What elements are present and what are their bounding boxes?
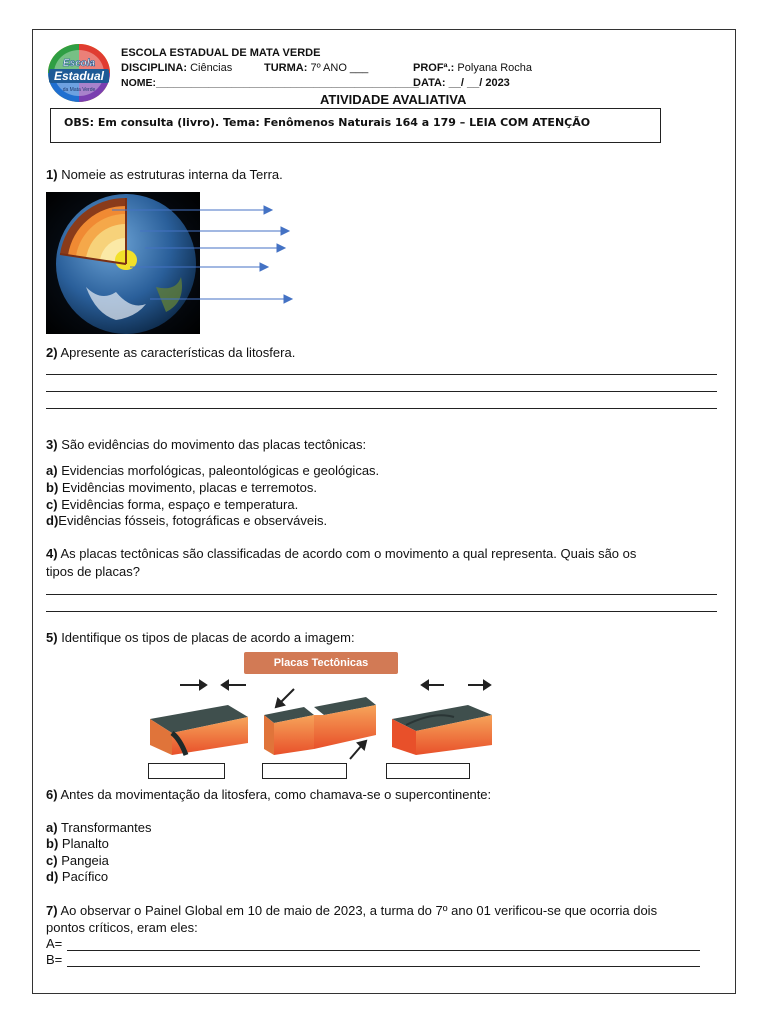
nome-field[interactable]: NOME:_____________________________________________ [121,77,419,89]
answer-line[interactable] [46,408,717,409]
q3-option-d[interactable] [46,513,327,528]
option-text: Evidências movimento, placas e terremotos. [61,480,317,495]
question-4-line2: tipos de placas? [46,564,140,579]
answer-line[interactable] [46,594,717,595]
answer-line[interactable] [46,374,717,375]
question-text: As placas tectônicas são classificadas de acordo com o movimento a qual representa. Quais são os [60,546,637,561]
turma-label: TURMA: [264,62,308,74]
prof-value: Polyana Rocha [457,62,533,74]
q3-option-c[interactable] [46,497,298,512]
question-6 [46,787,491,802]
logo-line3: da Mata Verde [62,87,96,93]
q6-option-c[interactable] [46,853,109,868]
question-number: 5) [46,630,58,645]
answer-a-label: A= [46,936,63,951]
logo-line1: Escola [62,58,96,69]
answer-line-b[interactable] [67,966,700,967]
answer-line-a[interactable] [67,950,700,951]
question-number: 2) [46,345,58,360]
option-text: Evidências fósseis, fotográficas e observáveis. [58,513,328,528]
question-number: 7) [46,903,58,918]
answer-line[interactable] [46,611,717,612]
logo-line2: Estadual [53,69,105,83]
plates-banner: Placas Tectônicas [244,652,398,674]
plate-convergent [150,697,248,755]
plate-answer-box-2[interactable] [262,763,347,779]
question-number: 1) [46,167,58,182]
option-letter: b) [46,836,59,851]
question-4 [46,546,636,561]
question-3 [46,437,366,452]
turma-value: 7º ANO ___ [310,62,369,74]
question-number: 6) [46,787,58,802]
question-number: 3) [46,437,58,452]
answer-line[interactable] [46,391,717,392]
page-title: ATIVIDADE AVALIATIVA [320,92,467,107]
option-text: Evidências forma, espaço e temperatura. [61,497,299,512]
option-text: Transformantes [60,820,152,835]
question-text: Antes da movimentação da litosfera, como chamava-se o supercontinente: [60,787,492,802]
question-text: Identifique os tipos de placas de acordo a imagem: [61,630,355,645]
disciplina-label: DISCIPLINA: [121,62,187,74]
plate-divergent [392,705,492,755]
question-5 [46,630,355,645]
q6-option-a[interactable] [46,820,152,835]
q3-option-b[interactable] [46,480,317,495]
option-letter: a) [46,820,58,835]
school-logo [46,42,112,104]
answer-b-label: B= [46,952,63,967]
option-letter: c) [46,853,58,868]
q6-option-b[interactable] [46,836,109,851]
school-logo-graphic [46,42,112,104]
school-name: ESCOLA ESTADUAL DE MATA VERDE [121,47,321,59]
option-letter: d) [46,513,59,528]
turma-field [264,62,368,74]
option-text: Planalto [61,836,109,851]
obs-text: OBS: Em consulta (livro). Tema: Fenômenos Naturais 164 a 179 – LEIA COM ATENÇÃO [64,116,591,129]
question-1 [46,167,283,182]
q6-option-d[interactable] [46,869,108,884]
question-text: São evidências do movimento das placas tectônicas: [61,437,367,452]
disciplina-value: Ciências [190,62,233,74]
question-text: Apresente as características da litosfera. [60,345,296,360]
question-text: Nomeie as estruturas interna da Terra. [61,167,283,182]
prof-field [413,62,532,74]
option-text: Evidencias morfológicas, paleontológicas e geológicas. [61,463,380,478]
option-letter: d) [46,869,59,884]
data-field[interactable]: DATA: __/ __/ 2023 [413,77,510,89]
prof-label: PROFª.: [413,62,455,74]
obs-box [50,108,661,143]
option-text: Pacífico [61,869,109,884]
q3-option-a[interactable] [46,463,379,478]
option-text: Pangeia [61,853,109,868]
question-7-line2: pontos críticos, eram eles: [46,920,198,935]
plate-answer-box-3[interactable] [386,763,470,779]
question-text: Ao observar o Painel Global em 10 de maio de 2023, a turma do 7º ano 01 verificou-se que ocorria dois [60,903,658,918]
option-letter: c) [46,497,58,512]
layer-arrows [100,200,300,310]
plate-answer-box-1[interactable] [148,763,225,779]
option-letter: a) [46,463,58,478]
option-letter: b) [46,480,59,495]
question-2 [46,345,295,360]
question-7 [46,903,657,918]
question-number: 4) [46,546,58,561]
disciplina-field [121,62,232,74]
